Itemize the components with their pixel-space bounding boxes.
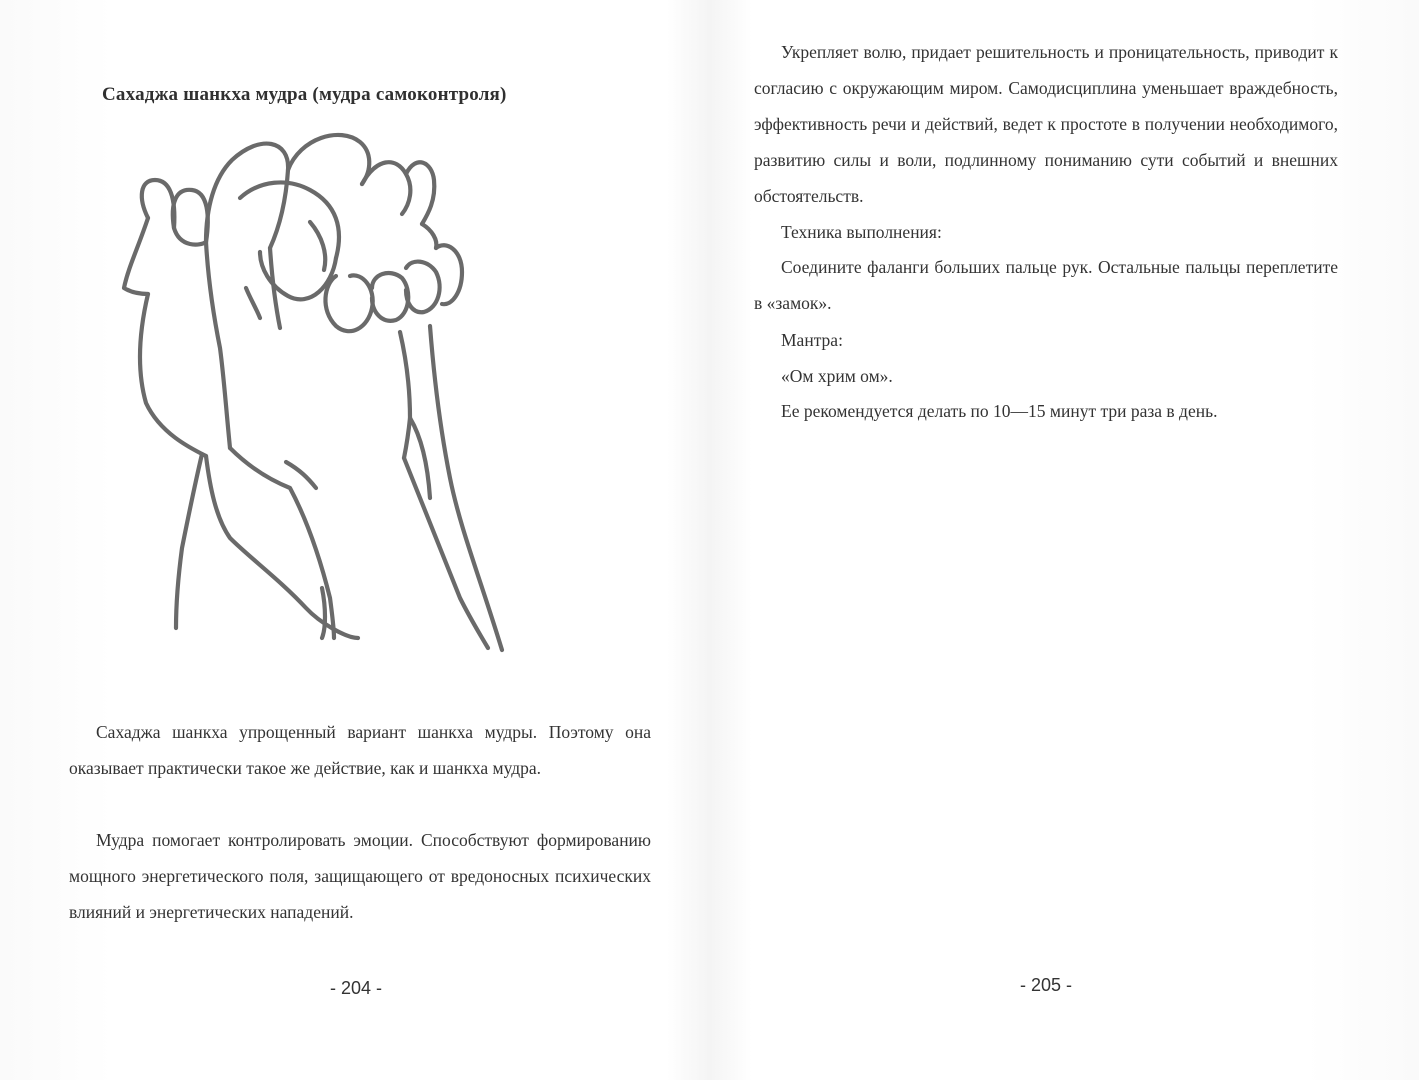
page-title: Сахаджа шанкха мудра (мудра самоконтроля) (102, 84, 507, 105)
paragraph-effects: Мудра помогает контролировать эмоции. Способствуют формированию мощного энергетического поля, защищающего от вредоносных психических влияний и энергетических нападений. (69, 830, 651, 922)
mantra-heading: Мантра: (781, 330, 843, 350)
paragraph-technique: Соедините фаланги больших пальце рук. Остальные пальцы переплетите в «замок». (754, 257, 1338, 313)
left-page (0, 0, 709, 1080)
paragraph-benefits: Укрепляет волю, придает решительность и проницательность, приводит к согласию с окружающим миром. Самодисциплина уменьшает враждебность, эффективность речи и действий, ведет к простоте в получении необходимого, развитию силы и воли, подлинному пониманию сути событий и внешних обстоятельств. (754, 42, 1338, 206)
recommendation-text: Ее рекомендуется делать по 10—15 минут три раза в день. (781, 401, 1218, 421)
clasped-hands-illustration-icon (110, 118, 520, 663)
page-number-right: - 205 - (1020, 975, 1073, 995)
mantra-text: «Ом хрим ом». (781, 366, 893, 386)
paragraph-intro: Сахаджа шанкха упрощенный вариант шанкха мудры. Поэтому она оказывает практически такое же действие, как и шанкха мудра. (69, 722, 651, 778)
technique-heading: Техника выполнения: (781, 222, 942, 242)
page-number-left: - 204 - (330, 978, 383, 998)
